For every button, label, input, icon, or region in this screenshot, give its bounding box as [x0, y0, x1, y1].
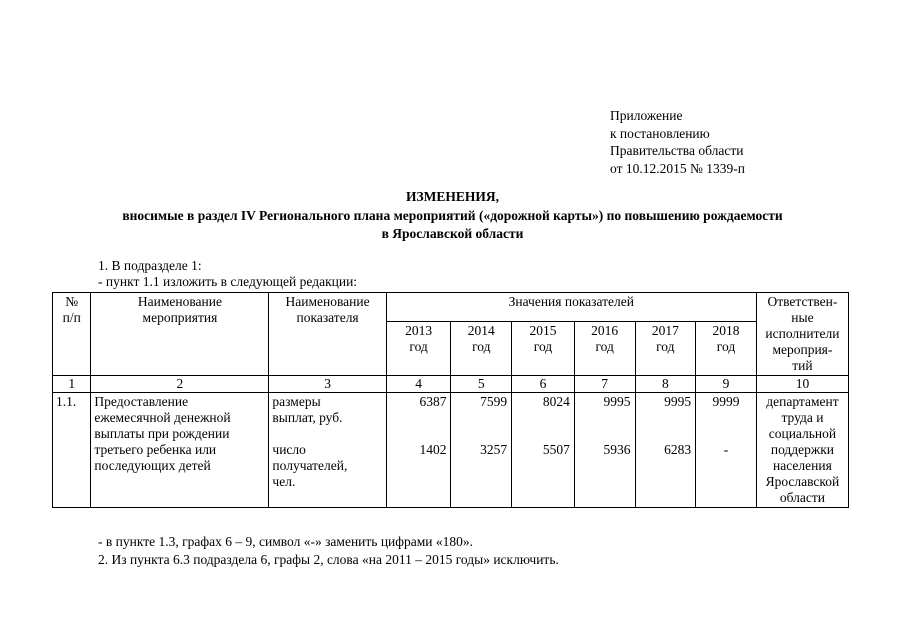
table-column-numbers-row [53, 376, 849, 393]
row-year-values: 9995 5936 [574, 393, 635, 508]
row-year-values: 9995 6283 [635, 393, 696, 508]
appendix-line: Правительства области [610, 143, 744, 158]
column-number: 9 [696, 376, 757, 393]
table-header-row [53, 293, 849, 322]
column-number: 6 [512, 376, 575, 393]
header-indicator: Наименование показателя [269, 293, 386, 376]
header-year: 2016 год [574, 322, 635, 376]
header-year: 2013 год [386, 322, 451, 376]
document-subtitle: вносимые в раздел IV Регионального плана мероприятий («дорожной карты») по повышению рождаемости [122, 208, 783, 223]
document-title: ИЗМЕНЕНИЯ, [405, 189, 499, 204]
header-year: 2018 год [696, 322, 757, 376]
row-year-values: 8024 5507 [512, 393, 575, 508]
row-year-values: 9999 - [696, 393, 757, 508]
appendix-line: Приложение [610, 108, 683, 123]
appendix-line: к постановлению [610, 125, 710, 141]
column-number: 5 [451, 376, 512, 393]
appendix-line: от 10.12.2015 № 1339-п [610, 160, 745, 176]
column-number: 2 [91, 376, 269, 393]
column-number: 8 [635, 376, 696, 393]
item-1: 1. В подразделе 1: [98, 258, 202, 273]
header-responsible: Ответствен- ные исполнители мероприя- тий [756, 293, 848, 376]
sub-item-2: - в пункте 1.3, графах 6 – 9, символ «-» заменить цифрами «180». [98, 534, 474, 549]
indicators-table [52, 292, 849, 508]
column-number: 4 [386, 376, 451, 393]
header-year: 2017 год [635, 322, 696, 376]
header-year: 2014 год [451, 322, 512, 376]
document-subtitle-2: в Ярославской области [381, 226, 524, 241]
sub-item-1: - пункт 1.1 изложить в следующей редакции: [98, 274, 358, 289]
header-event: Наименование мероприятия [91, 293, 269, 376]
column-number: 3 [269, 376, 386, 393]
header-values-group: Значения показателей [386, 293, 756, 322]
item-2: 2. Из пункта 6.3 подраздела 6, графы 2, слова «на 2011 – 2015 годы» исключить. [98, 552, 559, 567]
column-number: 10 [756, 376, 848, 393]
appendix-block [610, 107, 745, 177]
row-year-values: 7599 3257 [451, 393, 512, 508]
row-indicators: размеры выплат, руб. число получателей, чел. [269, 393, 386, 508]
row-responsible: департамент труда и социальной поддержки населения Ярославской области [756, 393, 848, 508]
row-year-values: 6387 1402 [386, 393, 451, 508]
table-row [53, 393, 849, 508]
header-year: 2015 год [512, 322, 575, 376]
header-num: № п/п [53, 293, 91, 376]
column-number: 7 [574, 376, 635, 393]
row-num: 1.1. [53, 393, 91, 508]
row-event: Предоставление ежемесячной денежной выплаты при рождении третьего ребенка или последующих детей [91, 393, 269, 508]
column-number: 1 [53, 376, 91, 393]
